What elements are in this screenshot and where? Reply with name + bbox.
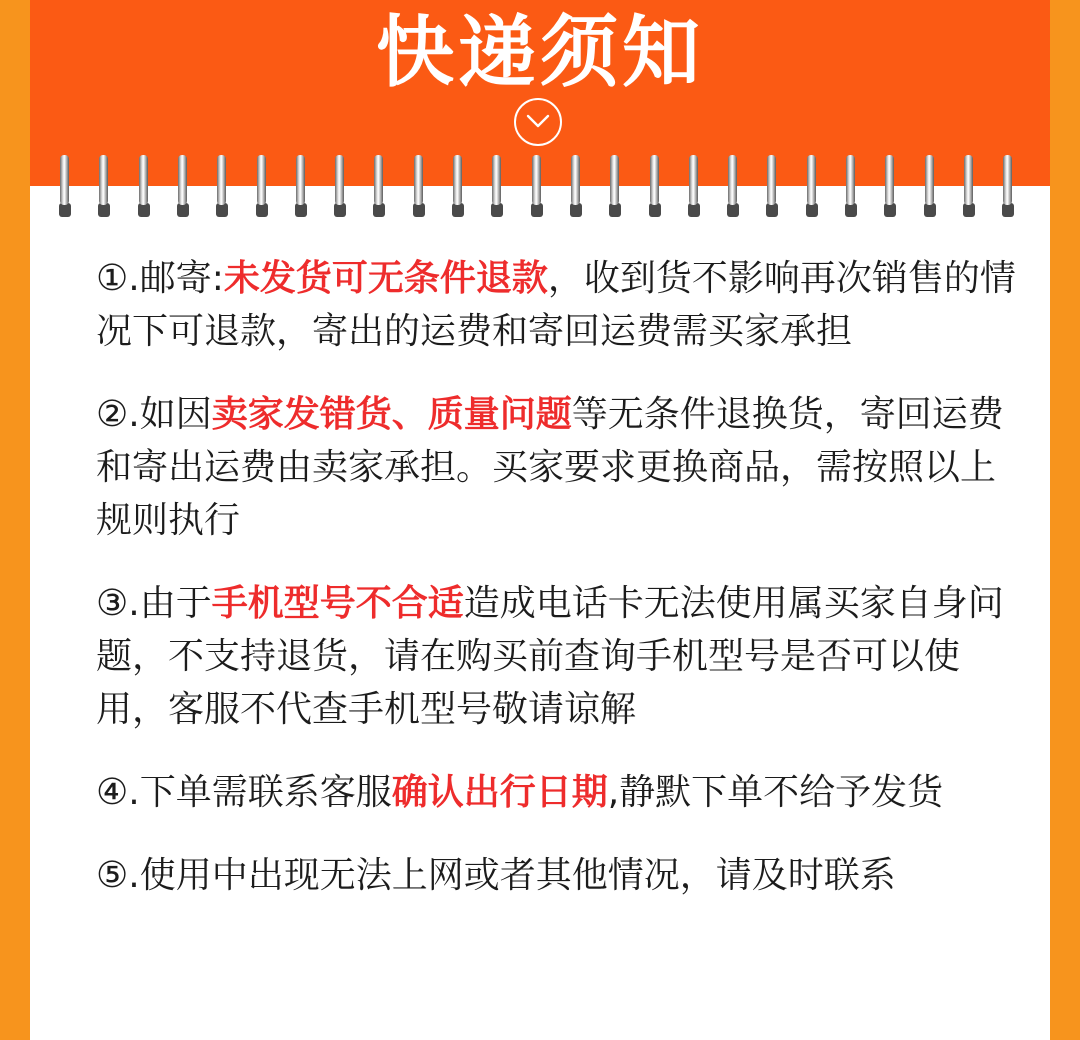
notice-prefix: ④.下单需联系客服 xyxy=(96,772,392,813)
binding-ring xyxy=(962,155,976,217)
binding-ring xyxy=(805,155,819,217)
binding-ring xyxy=(1001,155,1015,217)
notice-highlight: 确认出行日期 xyxy=(391,772,608,813)
notice-text: ,静默下单不给予发货 xyxy=(607,772,944,813)
binding-ring xyxy=(58,155,72,217)
binding-ring xyxy=(294,155,308,217)
notice-item-3 xyxy=(96,577,1026,736)
notice-prefix: ①.邮寄: xyxy=(96,258,224,299)
notice-item-1 xyxy=(96,252,1026,358)
binding-ring xyxy=(844,155,858,217)
notice-card xyxy=(30,0,1050,1040)
notice-prefix: ③.由于 xyxy=(96,583,212,624)
binding-ring xyxy=(451,155,465,217)
notice-prefix: ⑤.使用中出现无法上网或者其他情况，请及时联系 xyxy=(96,855,896,896)
binding-ring xyxy=(137,155,151,217)
binding-ring xyxy=(648,155,662,217)
binding-ring xyxy=(923,155,937,217)
chevron-down-circle-icon xyxy=(514,98,562,146)
page-title: 快递须知 xyxy=(375,8,704,98)
notice-highlight: 卖家发错货、质量问题 xyxy=(211,394,572,435)
notice-list xyxy=(96,252,1026,902)
notice-text: ，收到货不影响再次销售的情况下可退款，寄出的运费和寄回运费需买家承担 xyxy=(96,258,1016,352)
binding-ring xyxy=(490,155,504,217)
binding-ring xyxy=(412,155,426,217)
binding-ring xyxy=(333,155,347,217)
notice-item-5 xyxy=(96,849,1026,902)
spiral-binding xyxy=(30,155,1050,217)
binding-ring xyxy=(97,155,111,217)
binding-ring xyxy=(569,155,583,217)
notice-highlight: 手机型号不合适 xyxy=(211,583,464,624)
binding-ring xyxy=(372,155,386,217)
notice-text: 等无条件退换货，寄回运费和寄出运费由卖家承担。买家要求更换商品，需按照以上规则执行 xyxy=(96,394,1004,541)
binding-ring xyxy=(176,155,190,217)
binding-ring xyxy=(726,155,740,217)
notice-item-4 xyxy=(96,766,1026,819)
binding-ring xyxy=(608,155,622,217)
notice-item-2 xyxy=(96,388,1026,547)
notice-text: 造成电话卡无法使用属买家自身问题，不支持退货，请在购买前查询手机型号是否可以使用，客服不代查手机型号敬请谅解 xyxy=(96,583,1004,730)
binding-ring xyxy=(687,155,701,217)
binding-ring xyxy=(215,155,229,217)
binding-ring xyxy=(255,155,269,217)
binding-ring xyxy=(530,155,544,217)
binding-ring xyxy=(765,155,779,217)
binding-ring xyxy=(883,155,897,217)
notice-prefix: ②.如因 xyxy=(96,394,212,435)
notice-highlight: 未发货可无条件退款 xyxy=(223,258,548,299)
